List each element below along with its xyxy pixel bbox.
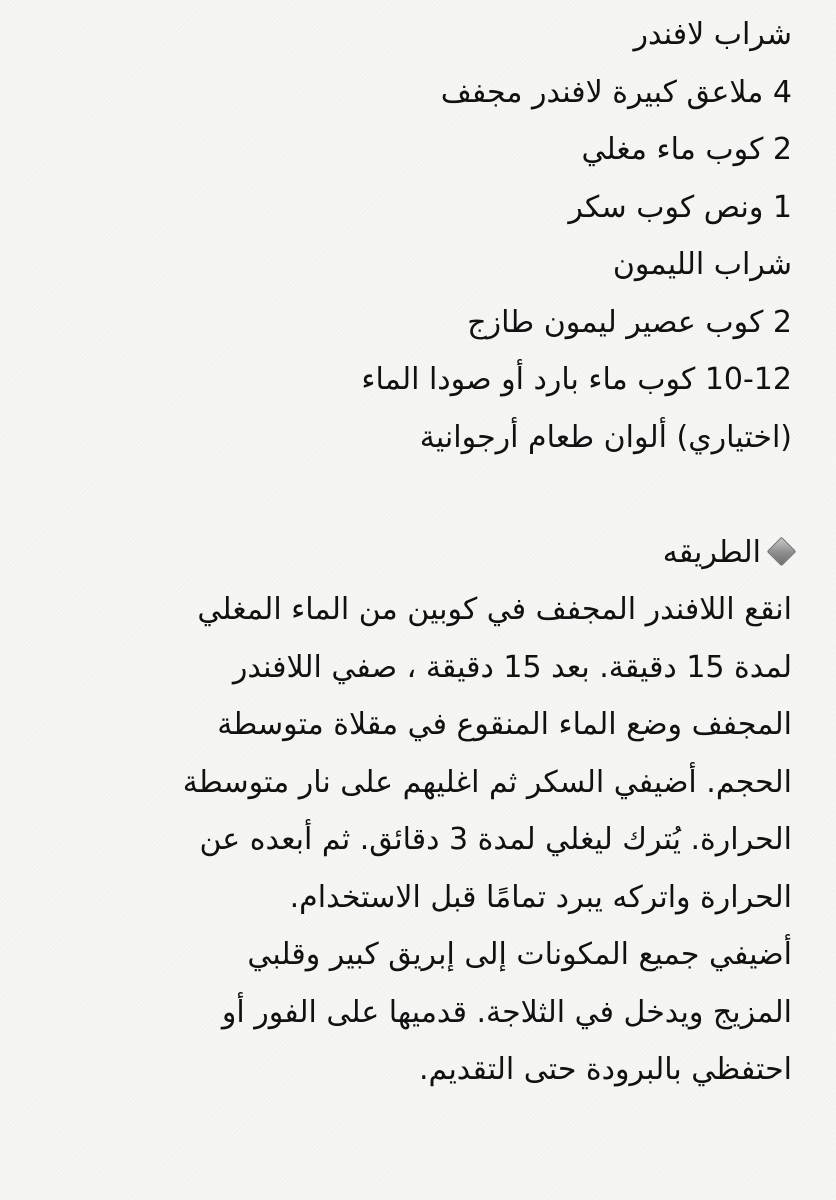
- method-line: انقع اللافندر المجفف في كوبين من الماء المغلي: [197, 592, 792, 627]
- method-paragraph-1: [60, 581, 792, 926]
- blank-line: [60, 466, 792, 524]
- method-line: المجفف وضع الماء المنقوع في مقلاة متوسطة: [217, 707, 792, 742]
- method-paragraph-2: [60, 926, 792, 1099]
- method-line: لمدة 15 دقيقة. بعد 15 دقيقة ، صفي اللافندر: [232, 649, 792, 685]
- ingredients-list: [60, 6, 792, 466]
- ingredient-line: 2 كوب عصير ليمون طازج: [467, 304, 792, 340]
- ingredient-line: شراب لافندر: [633, 17, 792, 52]
- method-line: الحجم. أضيفي السكر ثم اغليهم على نار متوسطة: [182, 764, 792, 800]
- ingredient-line: 10-12 كوب ماء بارد أو صودا الماء: [361, 362, 792, 397]
- method-line: المزيج ويدخل في الثلاجة. قدميها على الفور أو: [221, 994, 792, 1030]
- ingredient-line: 1 ونص كوب سكر: [568, 189, 792, 225]
- diamond-bullet-icon: [767, 536, 797, 566]
- method-line: أضيفي جميع المكونات إلى إبريق كبير وقلبي: [247, 937, 792, 972]
- ingredient-line: 4 ملاعق كبيرة لافندر مجفف: [440, 74, 792, 110]
- method-line: الحرارة. يُترك ليغلي لمدة 3 دقائق. ثم أبعده عن: [199, 822, 792, 857]
- ingredient-line: 2 كوب ماء مغلي: [581, 132, 792, 167]
- ingredient-line: (اختياري) ألوان طعام أرجوانية: [419, 419, 792, 455]
- method-heading: [60, 524, 792, 582]
- ingredient-line: شراب الليمون: [612, 247, 792, 282]
- method-line: الحرارة واتركه يبرد تمامًا قبل الاستخدام.: [289, 879, 792, 915]
- method-line: احتفظي بالبرودة حتى التقديم.: [418, 1052, 792, 1087]
- method-title: الطريقه: [662, 534, 761, 570]
